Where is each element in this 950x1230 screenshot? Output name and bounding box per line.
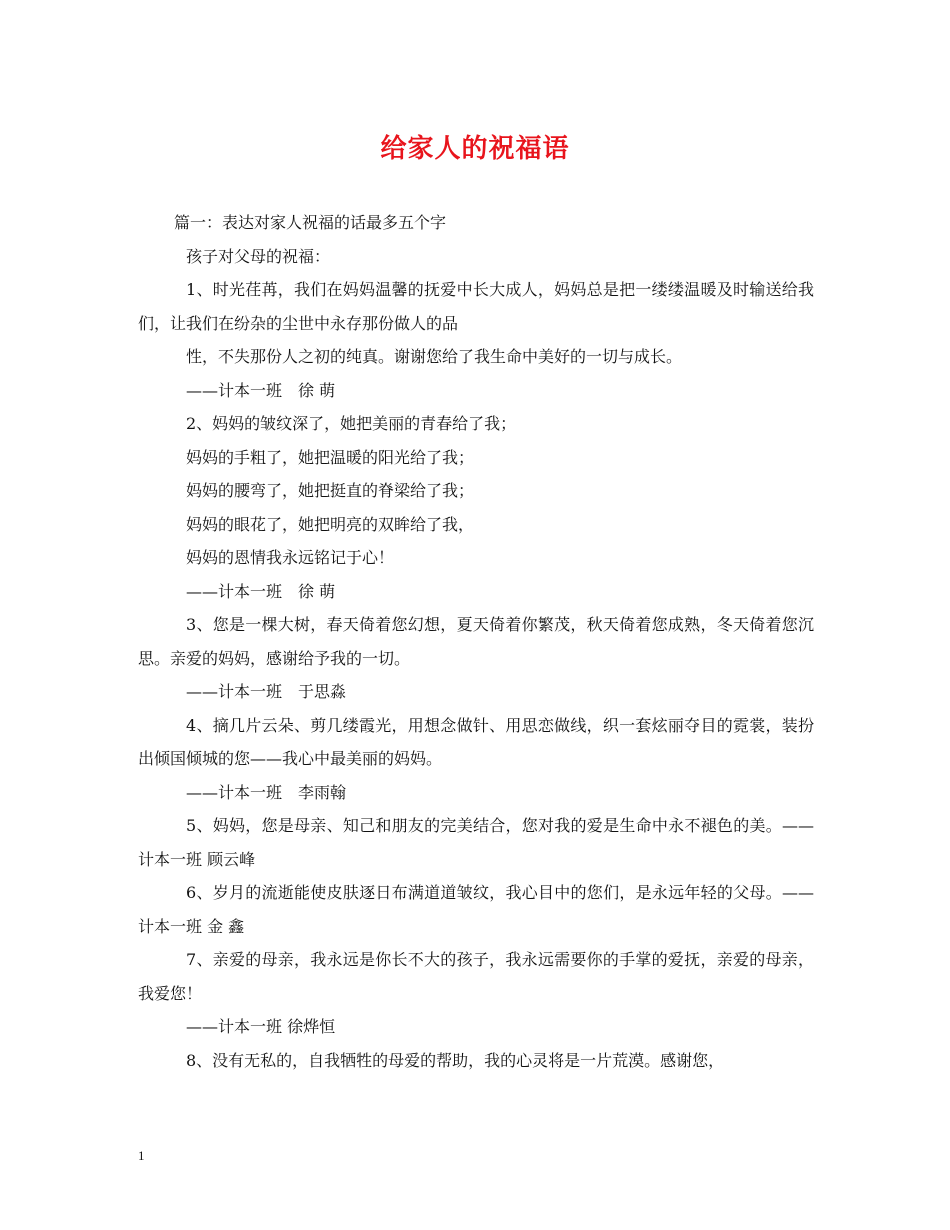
paragraph: 3、您是一棵大树，春天倚着您幻想，夏天倚着你繁茂，秋天倚着您成熟，冬天倚着您沉思。亲爱的妈妈，感谢给予我的一切。 [138,615,814,668]
document-title: 给家人的祝福语 [380,134,570,164]
paragraph: 孩子对父母的祝福： [186,246,331,266]
paragraph: 妈妈的眼花了，她把明亮的双眸给了我， [186,514,475,534]
author-line: ——计本一班 徐 萌 [186,380,336,400]
paragraph: 7、亲爱的母亲，我永远是你长不大的孩子，我永远需要你的手掌的爱抚，亲爱的母亲，我爱您！ [138,950,814,1003]
paragraph: 6、岁月的流逝能使皮肤逐日布满道道皱纹，我心目中的您们，是永远年轻的父母。——计本一班 金 鑫 [138,883,814,936]
paragraph: 妈妈的腰弯了，她把挺直的脊梁给了我； [186,481,475,500]
paragraph: 5、妈妈，您是母亲、知己和朋友的完美结合，您对我的爱是生命中永不褪色的美。——计本一班 顾云峰 [138,816,814,869]
author-line: ——计本一班 徐烨恒 [186,1017,336,1036]
paragraph: 妈妈的手粗了，她把温暖的阳光给了我； [186,447,475,467]
paragraph: 4、摘几片云朵、剪几缕霞光，用想念做针、用思恋做线，织一套炫丽夺目的霓裳，装扮出倾国倾城的您——我心中最美丽的妈妈。 [138,715,814,768]
paragraph: 妈妈的恩情我永远铭记于心！ [186,548,395,567]
author-line: ——计本一班 于思淼 [186,682,347,701]
author-line: ——计本一班 徐 萌 [186,581,336,601]
paragraph: 1、时光荏苒，我们在妈妈温馨的抚爱中长大成人，妈妈总是把一缕缕温暖及时输送给我们，让我们在纷杂的尘世中永存那份做人的品 [138,280,814,333]
section-heading: 篇一：表达对家人祝福的话最多五个字 [174,213,447,232]
paragraph: 性，不失那份人之初的纯真。谢谢您给了我生命中美好的一切与成长。 [186,347,683,366]
page-number: 1 [138,1148,145,1163]
paragraph: 8、没有无私的，自我牺牲的母爱的帮助，我的心灵将是一片荒漠。感谢您， [186,1050,725,1070]
document-body [138,206,814,1077]
author-line: ——计本一班 李雨翰 [186,782,347,802]
paragraph: 2、妈妈的皱纹深了，她把美丽的青春给了我； [186,414,517,433]
